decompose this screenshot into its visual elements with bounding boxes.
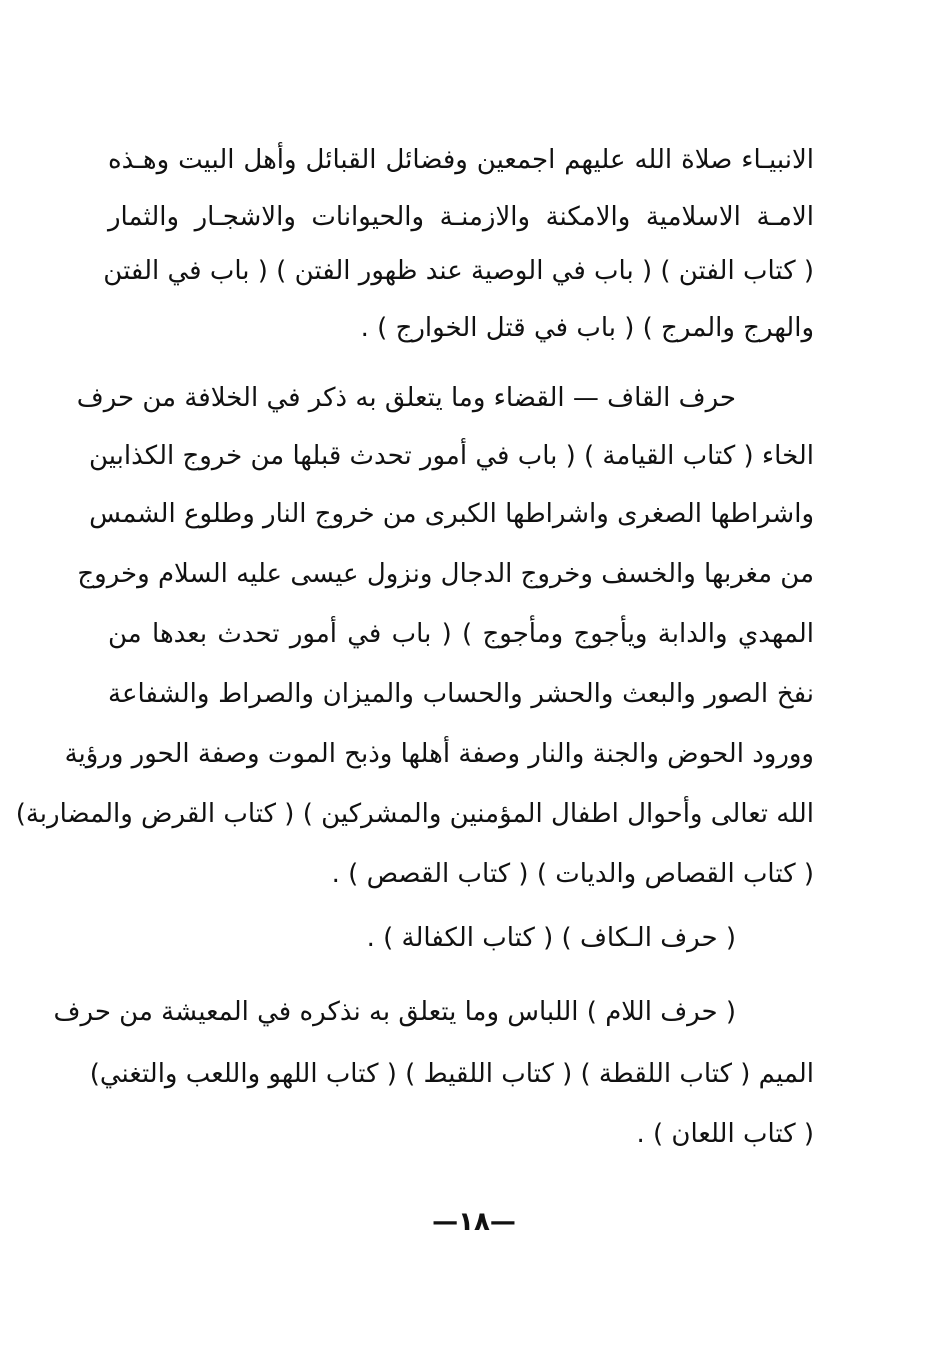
text-line-3: ( كتاب الفتن ) ( باب في الوصية عند ظهور الفتن ) ( باب في الفتن [103, 256, 814, 286]
text-line-13: ( كتاب القصاص والديات ) ( كتاب القصص ) . [331, 859, 814, 889]
text-line-9: المهدي والدابة ويأجوج ومأجوج ) ( باب في أمور تحدث بعدها من [108, 619, 814, 649]
text-line-17: ( كتاب اللعان ) . [636, 1119, 814, 1149]
text-line-12: الله تعالى وأحوال اطفال المؤمنين والمشركين ) ( كتاب القرض والمضاربة) [15, 799, 814, 829]
text-line-6: الخاء ( كتاب القيامة ) ( باب في أمور تحدث قبلها من خروج الكذابين [88, 441, 814, 471]
text-line-16: الميم ( كتاب اللقطة ) ( كتاب اللقيط ) ( كتاب اللهو واللعب والتغني) [89, 1059, 814, 1089]
text-line-15: ( حرف اللام ) اللباس وما يتعلق به نذكره في المعيشة من حرف [53, 997, 736, 1027]
text-line-2: الامـة الاسلامية والامكنة والازمنـة والحيوانات والاشجـار والثمار [108, 202, 814, 232]
text-line-5: حرف القاف — القضاء وما يتعلق به ذكر في الخلافة من حرف [76, 383, 736, 413]
text-line-10: نفخ الصور والبعث والحشر والحساب والميزان والصراط والشفاعة [108, 679, 814, 709]
text-line-7: واشراطها الصغرى واشراطها الكبرى من خروج النار وطلوع الشمس [89, 499, 814, 529]
text-line-11: وورود الحوض والجنة والنار وصفة أهلها وذبح الموت وصفة الحور ورؤية [64, 739, 814, 769]
text-line-14: ( حرف الـكاف ) ( كتاب الكفالة ) . [366, 923, 736, 953]
text-line-1: الانبيـاء صلاة الله عليهم اجمعين وفضائل القبائل وأهل البيت وهـذه [108, 145, 814, 175]
text-line-8: من مغربها والخسف وخروج الدجال ونزول عيسى عليه السلام وخروج [77, 559, 814, 589]
page-number: —١٨— [432, 1207, 516, 1237]
text-line-4: والهرج والمرج ) ( باب في قتل الخوارج ) . [360, 313, 814, 343]
